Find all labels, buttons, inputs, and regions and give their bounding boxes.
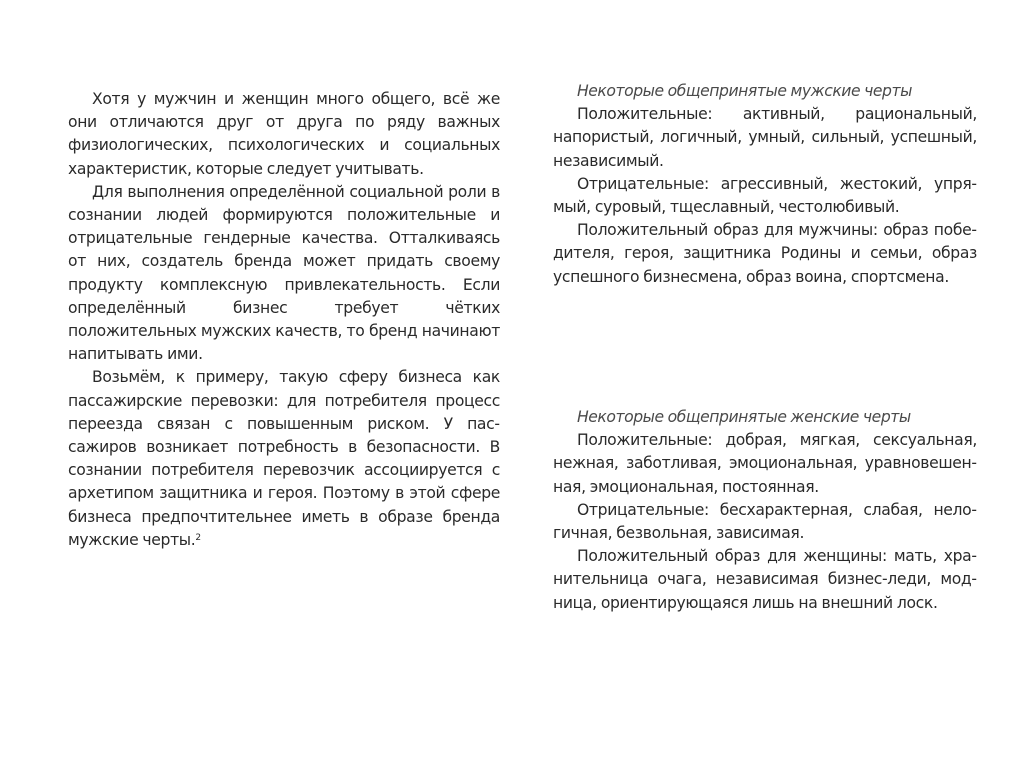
female-traits-section [553,406,977,615]
left-column [68,88,500,552]
female-traits-heading: Некоторые общепринятые женские черты [577,408,911,426]
male-positive-image: Положительный образ для мужчины: образ победителя, героя, защитника Родины и семьи, образ успешного бизнесмена, образ воина, спортсмена. [553,221,977,286]
male-negative-traits: Отрицательные: агрессивный, жестокий, упрямый, суровый, тщеславный, честолюбивый. [553,174,977,217]
footnote-marker: 2 [195,532,201,543]
male-positive-traits: Положительные: активный, рациональный, напористый, логичный, умный, сильный, успешный, независимый. [553,105,977,170]
female-positive-traits: Положительные: добрая, мягкая, сексуальная, нежная, заботливая, эмоциональная, уравновешенная, эмоциональная, постоянная. [553,431,977,496]
intro-paragraph: Хотя у мужчин и женщин много общего, всё же они отличаются друг от друга по ряду важных физиологических, психологических и социальных характеристик, которые следует учитывать. [68,90,500,178]
brand-qualities-paragraph: Для выполнения определённой социальной роли в сознании людей формируются положительные и отрицательные гендерные качества. Отталкиваясь от них, создатель бренда может придать своему продукту комплексную привлекательность. Если определённый бизнес требует чётких положительных мужских качеств, то бренд начинают напитывать ими. [68,182,500,364]
transport-example-text: Возьмём, к примеру, такую сферу бизнеса как пассажирские перевозки: для потребителя процесс переезда связан с повышенным риском. У пассажиров возникает потребность в безопасности. В сознании потребителя перевозчик ассоциируется с архетипом защитника и героя. Поэтому в этой сфере бизнеса предпочтительнее иметь в образе бренда мужские черты. [68,368,500,549]
male-traits-heading: Некоторые общепринятые мужские черты [577,82,912,100]
transport-example-paragraph [68,366,500,552]
female-negative-traits: Отрицательные: бесхарактерная, слабая, нелогичная, безвольная, зависимая. [553,500,977,543]
male-traits-section [553,80,977,289]
female-positive-image: Положительный образ для женщины: мать, хранительница очага, независимая бизнес-леди, модница, ориентирующаяся лишь на внешний лоск. [553,547,977,612]
